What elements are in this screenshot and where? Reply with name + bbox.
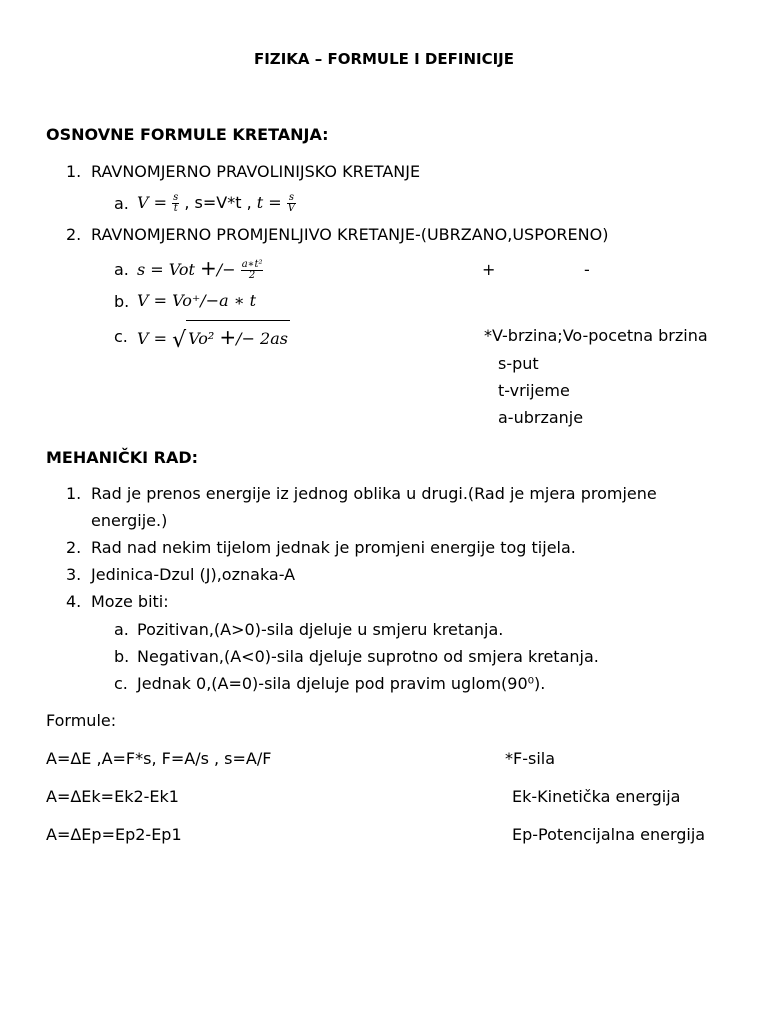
formula-line: A=ΔEk=Ek2-Ek1 [46, 787, 179, 806]
minus-label: - [584, 260, 590, 279]
list-number: 2. [66, 225, 82, 244]
minus-part: /− [216, 260, 236, 279]
section-heading-kretanja: OSNOVNE FORMULE KRETANJA: [46, 125, 329, 144]
sub-marker: b. [114, 292, 130, 311]
formula-note: Ek-Kinetička energija [512, 787, 681, 806]
plus-label: + [482, 260, 496, 279]
fraction-s-over-t [172, 193, 179, 215]
sub-item-text: Jednak 0,(A=0)-sila djeluje pod pravim uglom(90⁰). [137, 674, 546, 693]
formula-s-vot [137, 250, 263, 288]
legend-line: a-ubrzanje [498, 408, 584, 427]
plus-sign: + [200, 256, 217, 280]
formula-line: A=ΔE ,A=F*s, F=A/s , s=A/F [46, 749, 272, 768]
sub-marker: a. [114, 194, 129, 213]
list-number: 4. [66, 592, 82, 611]
formula-note: Ep-Potencijalna energija [512, 825, 706, 844]
sub-marker: b. [114, 647, 130, 666]
list-item-ravnomjerno-promjenljivo: RAVNOMJERNO PROMJENLJIVO KRETANJE-(UBRZANO,USPORENO) [91, 225, 609, 244]
formula-v-sqrt [137, 320, 290, 356]
formula-v-s-t [137, 187, 296, 219]
fraction-s-over-v [287, 193, 296, 215]
list-item-ravnomjerno-pravolinijsko: RAVNOMJERNO PRAVOLINIJSKO KRETANJE [91, 162, 421, 181]
sub-item-text: Pozitivan,(A>0)-sila djeluje u smjeru kretanja. [137, 620, 504, 639]
sub-marker: c. [114, 327, 128, 346]
fraction-numerator: s [287, 193, 296, 205]
formula-v-lhs: V = [137, 193, 168, 212]
radicand [186, 320, 290, 354]
sqrt-icon: √ [172, 328, 187, 353]
formula-lhs: V = [137, 329, 168, 348]
list-item-text: Jedinica-Dzul (J),oznaka-A [91, 565, 296, 584]
fraction-denominator: t [173, 203, 178, 214]
fraction-numerator: s [173, 191, 179, 203]
list-number: 1. [66, 162, 82, 181]
plus-sign: + [219, 325, 237, 349]
list-number: 3. [66, 565, 82, 584]
fraction-denominator: 2 [248, 270, 256, 281]
fraction-denominator: V [287, 203, 296, 214]
document-title: FIZIKA – FORMULE I DEFINICIJE [253, 50, 515, 68]
list-item-text: Rad nad nekim tijelom jednak je promjeni energije tog tijela. [91, 538, 576, 557]
section-heading-rad: MEHANIČKI RAD: [46, 448, 199, 467]
fraction-numerator: a∗t² [241, 258, 263, 270]
list-item-text-continued: energije.) [91, 511, 168, 530]
list-number: 1. [66, 484, 82, 503]
legend-line: t-vrijeme [498, 381, 570, 400]
formula-middle: , s=V*t , [184, 193, 252, 212]
sub-marker: c. [114, 674, 128, 693]
formula-line: A=ΔEp=Ep2-Ep1 [46, 825, 182, 844]
list-item-text: Rad je prenos energije iz jednog oblika u drugi.(Rad je mjera promjene [91, 484, 657, 503]
formule-label: Formule: [46, 711, 117, 730]
sub-marker: a. [114, 260, 129, 279]
legend-line: *V-brzina;Vo-pocetna brzina [484, 326, 708, 345]
formula-t-lhs: t = [256, 193, 282, 212]
sub-item-text: Negativan,(A<0)-sila djeluje suprotno od smjera kretanja. [137, 647, 599, 666]
sub-marker: a. [114, 620, 129, 639]
list-number: 2. [66, 538, 82, 557]
formula-note: *F-sila [505, 749, 556, 768]
radicand-rest: /− 2as [236, 329, 288, 348]
formula-lhs: s = Vot [137, 260, 195, 279]
list-item-text: Moze biti: [91, 592, 169, 611]
formula-v-vo-at: V = Vo⁺/−a ∗ t [137, 291, 257, 310]
fraction-at2-over-2 [241, 260, 264, 282]
radicand-main: Vo² [188, 329, 215, 348]
legend-line: s-put [498, 354, 539, 373]
